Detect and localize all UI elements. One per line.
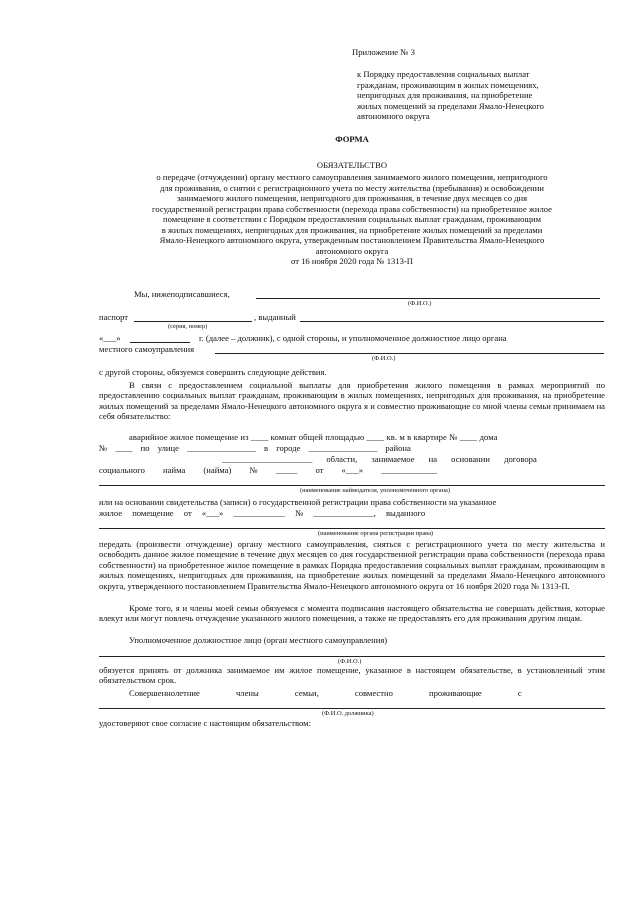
debtor-caption: (Ф.И.О. должника) xyxy=(322,710,374,717)
subtitle-line-4: государственной регистрации права собственности (перехода права собственности) на приобретенное жилое xyxy=(152,203,552,214)
appendix-line-3: непригодных для проживания, на приобретение xyxy=(357,90,533,100)
form-label: ФОРМА xyxy=(335,134,369,144)
landlord-line xyxy=(99,485,605,486)
passport-label: паспорт xyxy=(99,312,129,322)
consent-text: удостоверяют свое согласие с настоящим обязательством: xyxy=(99,718,311,728)
certificate-line-1: или на основании свидетельства (записи) о государственной регистрации права собственности на указанное xyxy=(99,497,497,507)
subtitle-line-6: в жилых помещениях, непригодных для проживания, на приобретение жилых помещений за пределами xyxy=(161,224,543,235)
emergency-line-3: _____________________ области, занимаемое на основании договора xyxy=(222,454,537,464)
appendix-line-5: автономного округа xyxy=(357,111,430,121)
appendix-line-1: к Порядку предоставления социальных выплат xyxy=(357,69,530,79)
debtor-fio-line xyxy=(99,708,605,709)
date-month-line xyxy=(130,342,190,343)
local-gov-label: местного самоуправления xyxy=(99,344,195,354)
certificate-line-2: жилое помещение от «___» ____________ № ______________, выданного xyxy=(99,508,426,518)
issued-by-line xyxy=(300,321,604,322)
paragraph-2: передать (произвести отчуждение) органу местного самоуправления, сняться с регистрационного учета по месту жительства и освободить данное жилое помещение в течение двух месяцев со дня государственной регистрации права собственности (перехода права собственности) на приобретенное жилое помещение в рамках Порядка предоставления социальных выплат гражданам, проживающим в жилых помещениях, непригодных для проживания, на приобретение жилых помещений за пределами Ямало-Ненецкого автономного округа, утвержденного постановлением Правительства Ямало-Ненецкого автономного округа от 16 ноября 2020 года № 1313-П. xyxy=(99,539,605,591)
obligation-title: ОБЯЗАТЕЛЬСТВО xyxy=(316,160,388,170)
issued-label: , выданный xyxy=(254,312,296,322)
subtitle-line-7: Ямало-Ненецкого автономного округа, утвержденным постановлением Правительства Ямало-Ненецкого xyxy=(159,235,545,245)
official-label: Уполномоченное должностное лицо (орган местного самоуправления) xyxy=(129,635,388,645)
appendix-line-2: гражданам, проживающим в жилых помещениях, xyxy=(357,79,539,90)
debtor-text: г. (далее – должник), с одной стороны, и уполномоченное должностное лицо органа xyxy=(199,333,507,343)
series-caption: (серия, номер) xyxy=(168,323,208,330)
date-quotes: «___» xyxy=(99,333,121,343)
other-side-text: с другой стороны, обязуемся совершить следующие действия. xyxy=(99,367,327,377)
paragraph-1: В связи с предоставлением социальной выплаты для приобретения жилого помещения в рамках мероприятий по предоставлению социальных выплат гражданам, проживающим в жилых помещениях, непригодных для проживания, на приобретение жилых помещений за пределами Ямало-Ненецкого автономного округа я и совместно проживающие со мной члены семьи принимаем на себя обязательство: xyxy=(99,380,605,422)
fio-caption: (Ф.И.О.) xyxy=(408,300,432,307)
emergency-line-1: аварийное жилое помещение из ____ комнат общей площадью ____ кв. м в квартире № ____ дома xyxy=(129,432,498,442)
fio-caption-3: (Ф.И.О.) xyxy=(338,658,362,665)
reg-org-caption: (наименование органа регистрации права) xyxy=(318,530,434,537)
appendix-line-4: жилых помещений за пределами Ямало-Ненецкого xyxy=(357,100,544,111)
subtitle-line-9: от 16 ноября 2020 года № 1313-П xyxy=(291,256,413,266)
emergency-line-2: № ____ по улице ________________ в городе ________________ района xyxy=(99,443,411,453)
subtitle-line-1: о передаче (отчуждении) органу местного самоуправления занимаемого жилого помещения, непригодного xyxy=(156,172,548,182)
fio-caption-2: (Ф.И.О.) xyxy=(372,355,396,362)
we-undersigned-label: Мы, нижеподписавшиеся, xyxy=(134,289,230,299)
subtitle-line-5: помещение в соответствии с Порядком предоставления социальных выплат гражданам, проживающим xyxy=(162,214,542,224)
adult-members-line: Совершеннолетние члены семьи, совместно проживающие с xyxy=(129,688,522,698)
landlord-caption: (наименование наймодателя, уполномоченного органа) xyxy=(300,487,451,494)
official-name-line xyxy=(215,353,604,354)
appendix-number: Приложение № 3 xyxy=(352,47,415,57)
fio-line-1 xyxy=(256,298,600,299)
reg-org-line xyxy=(99,528,605,529)
subtitle-line-3: занимаемого жилого помещения, непригодного для проживания, в течение двух месяцев со дня xyxy=(176,193,528,203)
passport-number-line xyxy=(134,321,252,322)
paragraph-3: Кроме того, я и члены моей семьи обязуемся с момента подписания настоящего обязательства не совершать действия, которые влекут или могут повлечь отчуждение указанного жилого помещения, а также не предоставлять его для проживания другим лицам. xyxy=(99,603,605,624)
subtitle-line-8: автономного округа xyxy=(315,245,389,256)
official-fio-line xyxy=(99,656,605,657)
subtitle-line-2: для проживания, о снятии с регистрационного учета по месту жительства (пребывания) и освобождении xyxy=(160,182,544,193)
emergency-line-4: социального найма (найма) № _____ от «___» _____________ xyxy=(99,465,438,475)
paragraph-4: обязуется принять от должника занимаемое им жилое помещение, указанное в настоящем обязательстве, в установленный этим обязательством срок. xyxy=(99,665,605,686)
